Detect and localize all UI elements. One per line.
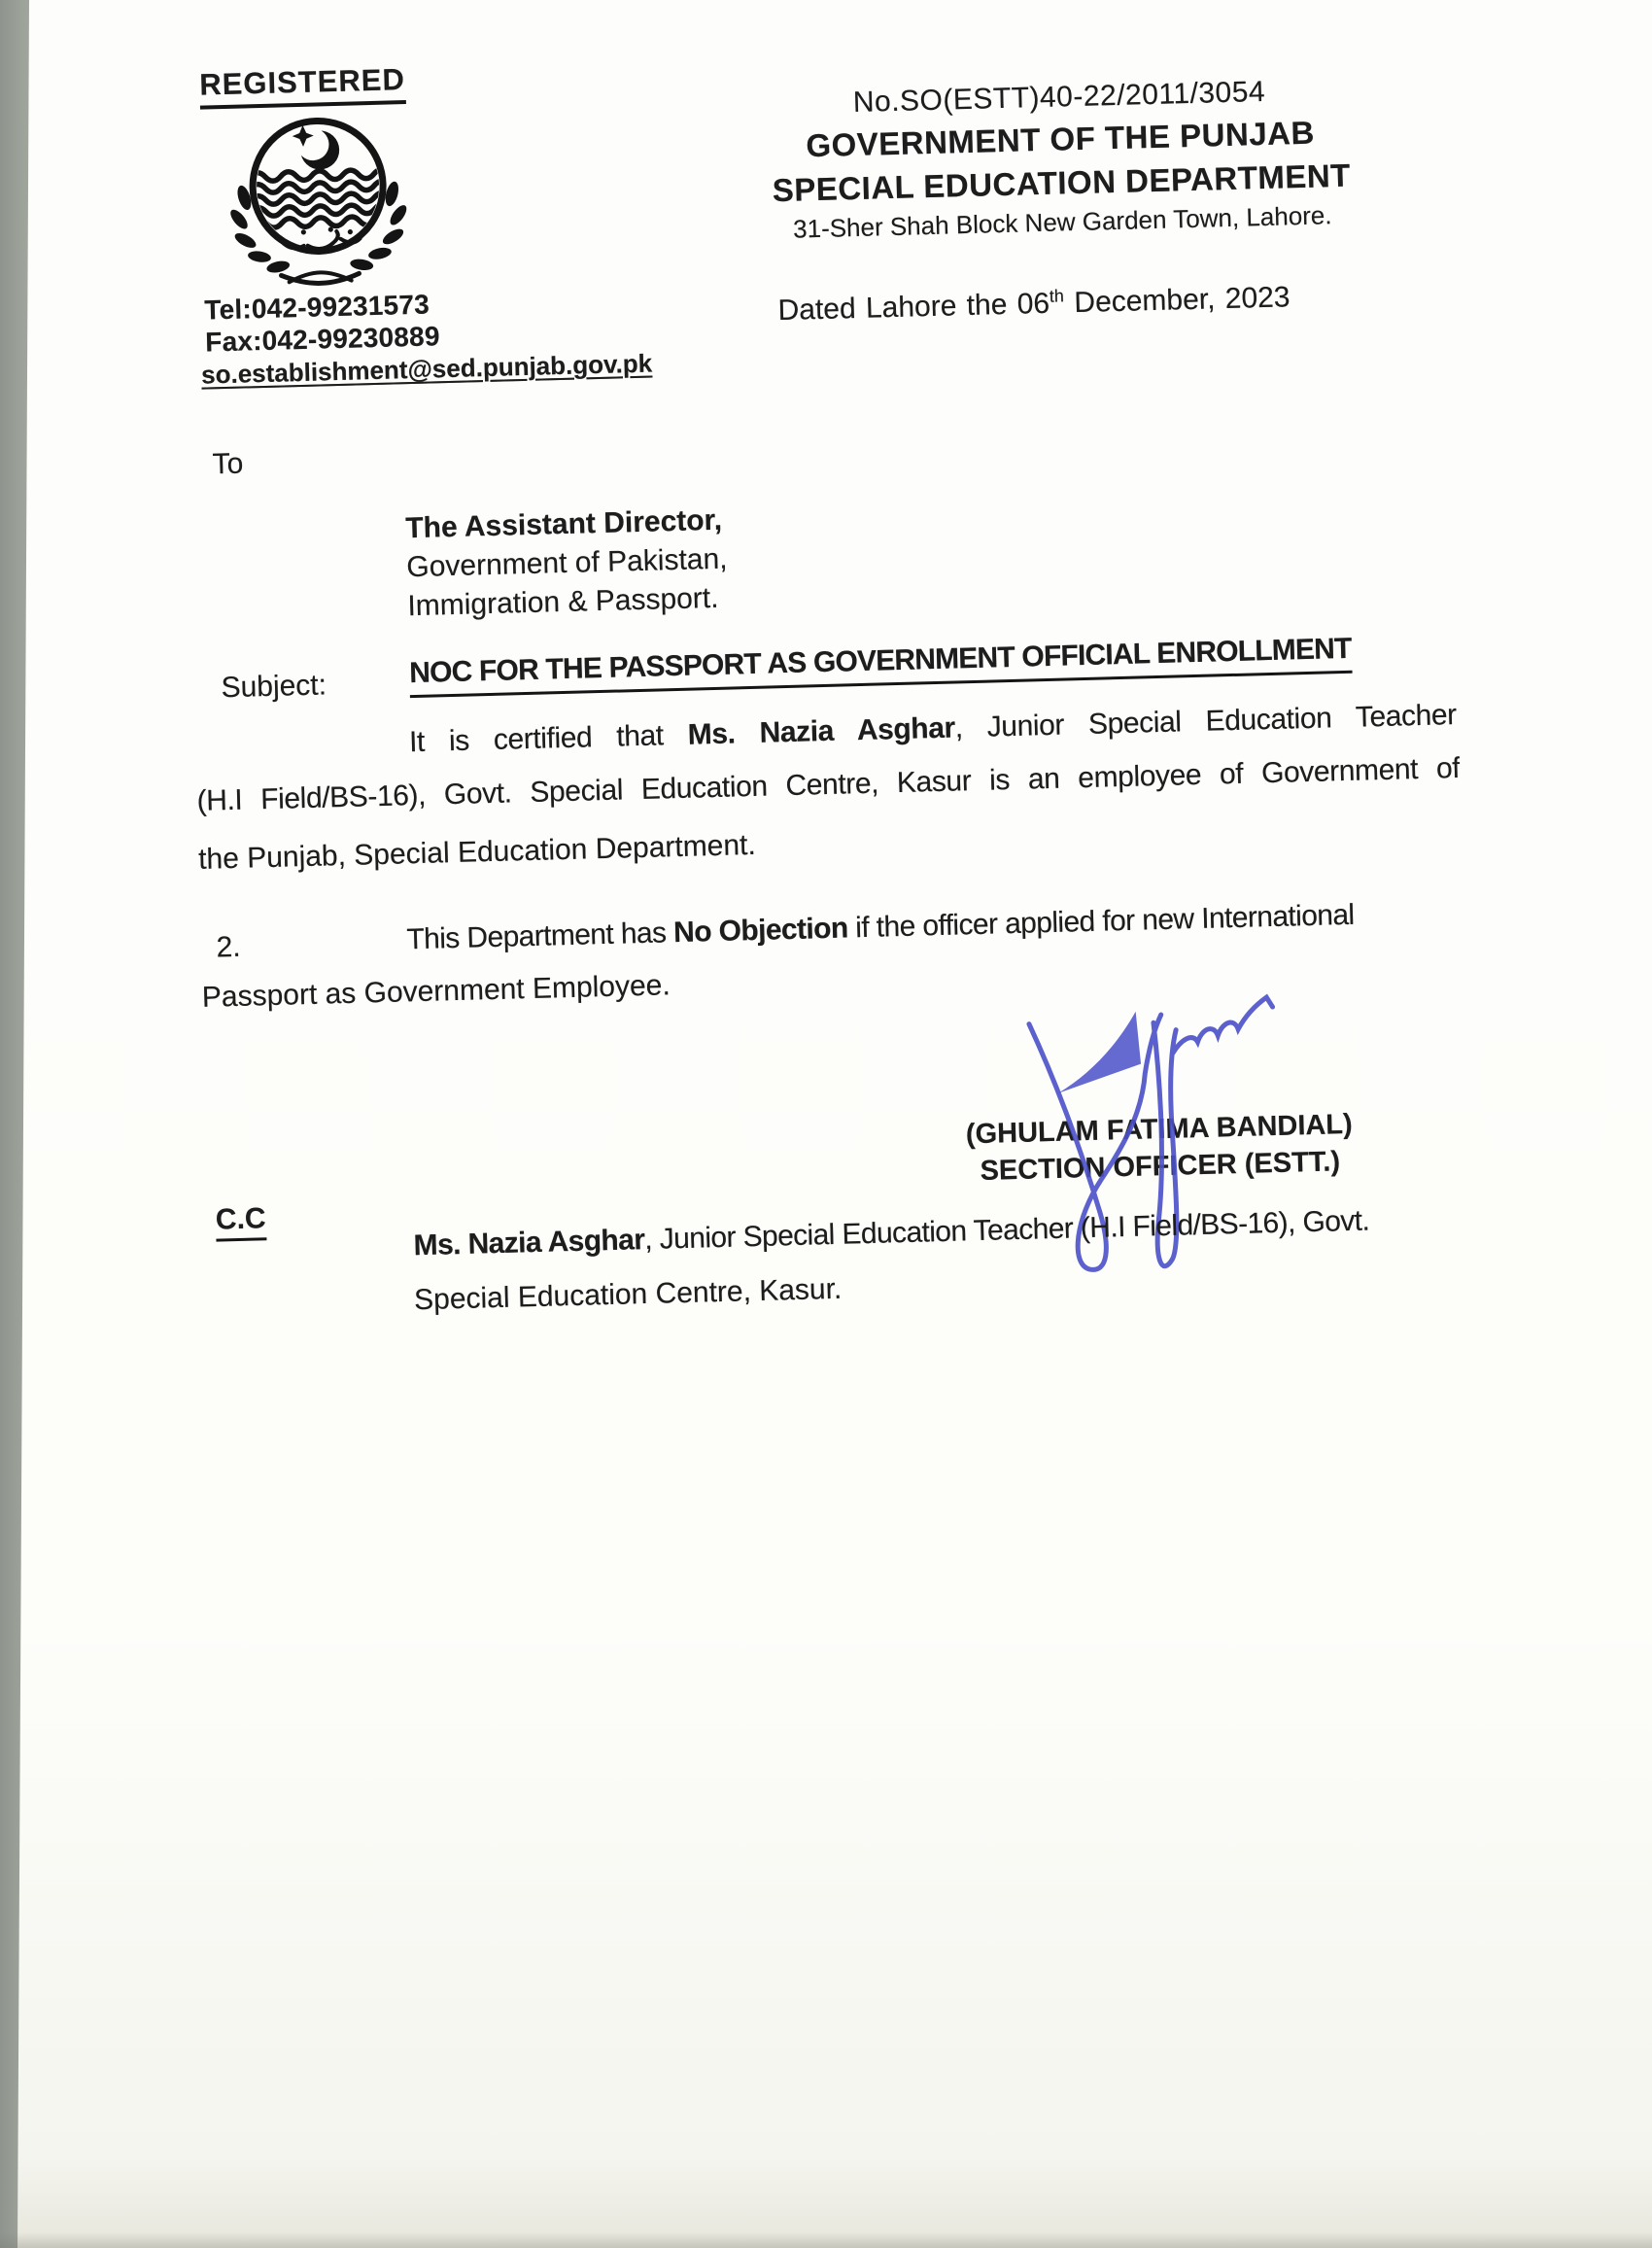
reference-number: No.SO(ESTT)40-22/2011/3054 [852,75,1266,120]
paragraph1-line1-name: Ms. Nazia Asghar [687,711,956,751]
paragraph1-line1 [409,696,1458,762]
letterhead-right [739,69,1384,248]
cc-line-2: Special Education Centre, Kasur. [413,1272,843,1317]
cc-line1-rest: , Junior Special Education Teacher (H.I Field/BS-16), Govt. [643,1204,1370,1257]
recipient-line-1: The Assistant Director, [404,503,723,545]
paragraph2-line1-post: if the officer applied for new International [847,898,1355,945]
paragraph1-line3: the Punjab, Special Education Department. [197,828,757,876]
cc-label: C.C [215,1202,266,1241]
punjab-government-logo [219,101,418,293]
scan-shadow-bottom [0,2232,1652,2248]
paragraph2-number: 2. [216,930,242,964]
paragraph2-line2: Passport as Government Employee. [201,969,671,1014]
paragraph2-line1-bold: No Objection [672,912,848,950]
signatory-title: SECTION OFFICER (ESTT.) [980,1146,1341,1187]
email-line: so.establishment@sed.punjab.gov.pk [200,348,653,390]
government-title: GOVERNMENT OF THE PUNJAB [805,114,1316,164]
date-line [777,280,1291,328]
paragraph2-line1 [406,896,1355,960]
date-prefix: Dated Lahore the 06 [777,287,1050,328]
department-title: SPECIAL EDUCATION DEPARTMENT [772,156,1352,209]
fax-line: Fax:042-99230889 [204,321,441,358]
address-line: 31-Sher Shah Block New Garden Town, Lahore. [792,200,1332,244]
signatory-name: (GHULAM FATIMA BANDIAL) [965,1108,1354,1151]
cc-line1-name: Ms. Nazia Asghar [413,1224,645,1262]
paragraph1-line1-pre: It is certified that [408,718,689,759]
date-suffix: December, 2023 [1063,281,1291,320]
date-ordinal: th [1049,286,1065,306]
to-label: To [212,447,244,481]
recipient-line-2: Government of Pakistan, [405,542,728,584]
subject-title: NOC FOR THE PASSPORT AS GOVERNMENT OFFICIAL ENROLLMENT [409,633,1352,698]
paragraph1-line1-post: , Junior Special Education Teacher [954,698,1458,744]
tel-line: Tel:042-99231573 [204,289,430,326]
registered-stamp: REGISTERED [199,62,406,110]
recipient-block [405,501,729,627]
paragraph2-line1-pre: This Department has [406,916,674,956]
subject-label: Subject: [221,669,327,705]
recipient-line-3: Immigration & Passport. [407,581,719,623]
paragraph1-line2: (H.I Field/BS-16), Govt. Special Education Centre, Kasur is an employee of Government of [196,751,1461,817]
